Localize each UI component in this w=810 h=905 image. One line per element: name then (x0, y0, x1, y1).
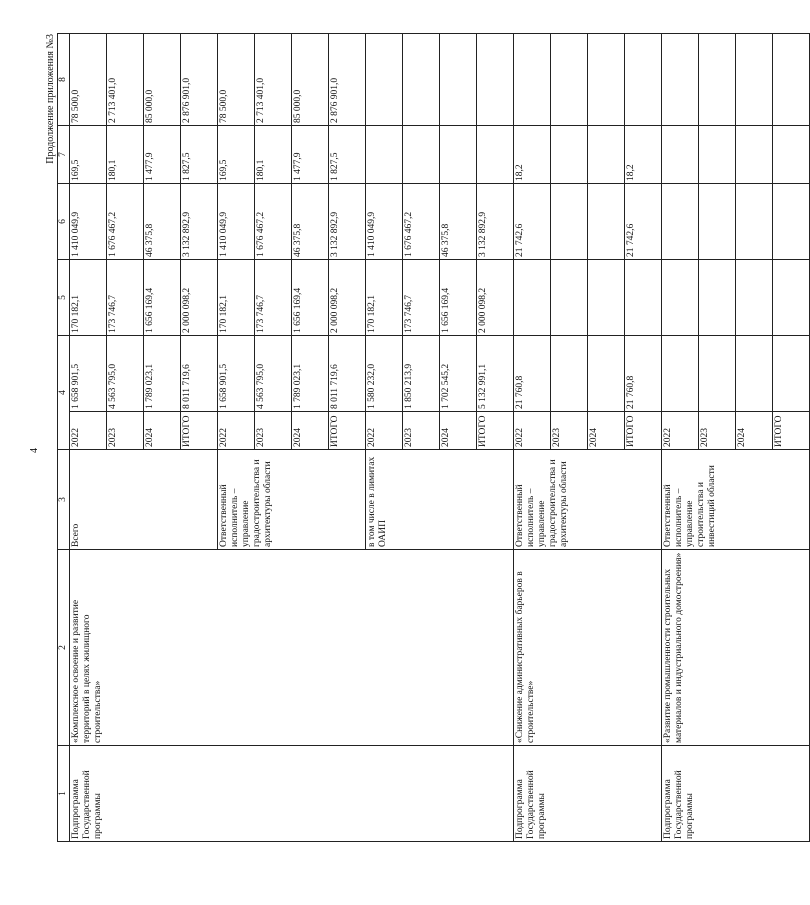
year-cell: 2022 (514, 412, 551, 450)
amount-cell-c6: 3 132 892,9 (181, 184, 218, 260)
subprogram-title: «Комплексное освоение и развитие территорий в целях жилищного строительства» (70, 550, 514, 746)
amount-cell-c8 (699, 34, 736, 126)
amount-cell-c5: 1 656 169,4 (144, 260, 181, 336)
amount-cell-c8 (588, 34, 625, 126)
amount-cell-c6: 3 132 892,9 (477, 184, 514, 260)
amount-cell-c5: 170 182,1 (218, 260, 255, 336)
amount-cell-c5 (662, 260, 699, 336)
budget-table (57, 33, 810, 842)
subprogram-label: Подпрограмма Государственной программы (662, 746, 810, 842)
amount-cell-c8 (366, 34, 403, 126)
amount-cell-c5 (514, 260, 551, 336)
column-number: 1 (58, 746, 70, 842)
amount-cell-c6: 3 132 892,9 (329, 184, 366, 260)
year-cell: 2023 (699, 412, 736, 450)
amount-cell-c7 (736, 126, 773, 184)
amount-cell-c7 (551, 126, 588, 184)
amount-cell-c6: 1 410 049,9 (218, 184, 255, 260)
amount-cell-c6: 1 410 049,9 (366, 184, 403, 260)
amount-cell-c4 (551, 336, 588, 412)
amount-cell-c6: 46 375,8 (440, 184, 477, 260)
amount-cell-c4 (662, 336, 699, 412)
year-cell: 2022 (366, 412, 403, 450)
amount-cell-c6 (773, 184, 810, 260)
amount-cell-c4: 21 760,8 (625, 336, 662, 412)
page-number: 4 (29, 448, 40, 453)
amount-cell-c8 (773, 34, 810, 126)
amount-cell-c7: 1 477,9 (292, 126, 329, 184)
amount-cell-c7: 169,5 (218, 126, 255, 184)
column-number: 7 (58, 126, 70, 184)
amount-cell-c5: 173 746,7 (403, 260, 440, 336)
year-cell: 2023 (551, 412, 588, 450)
amount-cell-c6: 21 742,6 (514, 184, 551, 260)
amount-cell-c8 (440, 34, 477, 126)
amount-cell-c4: 1 789 023,1 (292, 336, 329, 412)
amount-cell-c4: 1 789 023,1 (144, 336, 181, 412)
amount-cell-c7: 169,5 (70, 126, 107, 184)
amount-cell-c8: 2 876 901,0 (329, 34, 366, 126)
table-row (662, 34, 699, 842)
amount-cell-c6 (662, 184, 699, 260)
amount-cell-c8 (662, 34, 699, 126)
amount-cell-c4: 1 658 901,5 (70, 336, 107, 412)
amount-cell-c4: 5 132 991,1 (477, 336, 514, 412)
amount-cell-c5: 173 746,7 (255, 260, 292, 336)
amount-cell-c7 (773, 126, 810, 184)
year-cell: 2022 (70, 412, 107, 450)
amount-cell-c5 (588, 260, 625, 336)
amount-cell-c8: 85 000,0 (292, 34, 329, 126)
amount-cell-c5 (699, 260, 736, 336)
amount-cell-c6 (699, 184, 736, 260)
amount-cell-c4: 4 563 795,0 (107, 336, 144, 412)
amount-cell-c8: 2 713 401,0 (255, 34, 292, 126)
year-cell: 2024 (440, 412, 477, 450)
amount-cell-c4: 8 011 719,6 (181, 336, 218, 412)
amount-cell-c7 (662, 126, 699, 184)
amount-cell-c4: 1 658 901,5 (218, 336, 255, 412)
amount-cell-c4: 1 850 213,9 (403, 336, 440, 412)
amount-cell-c7 (366, 126, 403, 184)
amount-cell-c7: 1 827,5 (181, 126, 218, 184)
column-number: 3 (58, 450, 70, 550)
subprogram-label: Подпрограмма Государственной программы (70, 746, 514, 842)
executor-cell: в том числе в лимитах ОАИП (366, 450, 514, 550)
amount-cell-c5: 170 182,1 (366, 260, 403, 336)
year-cell: 2024 (588, 412, 625, 450)
table-body (70, 34, 810, 842)
year-cell: 2024 (292, 412, 329, 450)
amount-cell-c6 (551, 184, 588, 260)
amount-cell-c7: 180,1 (107, 126, 144, 184)
table-row (70, 34, 107, 842)
amount-cell-c7: 1 477,9 (144, 126, 181, 184)
amount-cell-c6 (588, 184, 625, 260)
column-number: 2 (58, 550, 70, 746)
amount-cell-c4 (736, 336, 773, 412)
amount-cell-c7: 1 827,5 (329, 126, 366, 184)
amount-cell-c5: 2 000 098,2 (477, 260, 514, 336)
amount-cell-c8 (736, 34, 773, 126)
amount-cell-c5: 2 000 098,2 (329, 260, 366, 336)
amount-cell-c4: 8 011 719,6 (329, 336, 366, 412)
amount-cell-c5: 173 746,7 (107, 260, 144, 336)
executor-cell: Ответственный исполнитель – управление градостроительства и архитектуры области (218, 450, 366, 550)
amount-cell-c4: 1 702 545,2 (440, 336, 477, 412)
amount-cell-c5: 170 182,1 (70, 260, 107, 336)
amount-cell-c7 (699, 126, 736, 184)
amount-cell-c6: 46 375,8 (292, 184, 329, 260)
amount-cell-c7: 180,1 (255, 126, 292, 184)
table-row (514, 34, 551, 842)
amount-cell-c4 (773, 336, 810, 412)
column-number: 4 (58, 336, 70, 450)
amount-cell-c4 (588, 336, 625, 412)
column-number: 8 (58, 34, 70, 126)
amount-cell-c4 (699, 336, 736, 412)
year-cell: ИТОГО (773, 412, 810, 450)
amount-cell-c6: 1 676 467,2 (255, 184, 292, 260)
amount-cell-c8: 2 713 401,0 (107, 34, 144, 126)
amount-cell-c7: 18,2 (625, 126, 662, 184)
amount-cell-c6: 1 410 049,9 (70, 184, 107, 260)
year-cell: ИТОГО (625, 412, 662, 450)
amount-cell-c6: 21 742,6 (625, 184, 662, 260)
year-cell: 2024 (144, 412, 181, 450)
column-number: 5 (58, 260, 70, 336)
appendix-label: Продолжение приложения №3 (45, 34, 56, 164)
subprogram-label: Подпрограмма Государственной программы (514, 746, 662, 842)
year-cell: 2022 (218, 412, 255, 450)
amount-cell-c4: 4 563 795,0 (255, 336, 292, 412)
executor-cell: Ответственный исполнитель – управление строительства и инвестиций области (662, 450, 810, 550)
amount-cell-c7 (403, 126, 440, 184)
column-number: 6 (58, 184, 70, 260)
amount-cell-c8: 78 500,0 (70, 34, 107, 126)
year-cell: 2024 (736, 412, 773, 450)
amount-cell-c4: 1 580 232,0 (366, 336, 403, 412)
amount-cell-c5: 1 656 169,4 (440, 260, 477, 336)
subprogram-title: «Снижение административных барьеров в строительстве» (514, 550, 662, 746)
amount-cell-c8 (514, 34, 551, 126)
amount-cell-c5 (625, 260, 662, 336)
amount-cell-c8: 2 876 901,0 (181, 34, 218, 126)
year-cell: ИТОГО (329, 412, 366, 450)
amount-cell-c5 (773, 260, 810, 336)
amount-cell-c6: 1 676 467,2 (107, 184, 144, 260)
amount-cell-c7: 18,2 (514, 126, 551, 184)
year-cell: 2023 (403, 412, 440, 450)
amount-cell-c6 (736, 184, 773, 260)
year-cell: ИТОГО (477, 412, 514, 450)
year-cell: 2023 (107, 412, 144, 450)
year-cell: ИТОГО (181, 412, 218, 450)
year-cell: 2022 (662, 412, 699, 450)
amount-cell-c8 (477, 34, 514, 126)
amount-cell-c4: 21 760,8 (514, 336, 551, 412)
amount-cell-c8 (551, 34, 588, 126)
amount-cell-c7 (440, 126, 477, 184)
amount-cell-c8 (625, 34, 662, 126)
amount-cell-c6: 46 375,8 (144, 184, 181, 260)
executor-cell: Ответственный исполнитель – управление градостроительства и архитектуры области (514, 450, 662, 550)
amount-cell-c7 (588, 126, 625, 184)
amount-cell-c6: 1 676 467,2 (403, 184, 440, 260)
amount-cell-c5: 2 000 098,2 (181, 260, 218, 336)
executor-cell: Всего (70, 450, 218, 550)
amount-cell-c7 (477, 126, 514, 184)
amount-cell-c8 (403, 34, 440, 126)
subprogram-title: «Развитие промышленности строительных материалов и индустриального домостроения» (662, 550, 810, 746)
amount-cell-c5: 1 656 169,4 (292, 260, 329, 336)
rotated-page (44, 34, 784, 842)
year-cell: 2023 (255, 412, 292, 450)
amount-cell-c8: 85 000,0 (144, 34, 181, 126)
column-number-row (58, 34, 70, 842)
amount-cell-c5 (551, 260, 588, 336)
amount-cell-c8: 78 500,0 (218, 34, 255, 126)
amount-cell-c5 (736, 260, 773, 336)
